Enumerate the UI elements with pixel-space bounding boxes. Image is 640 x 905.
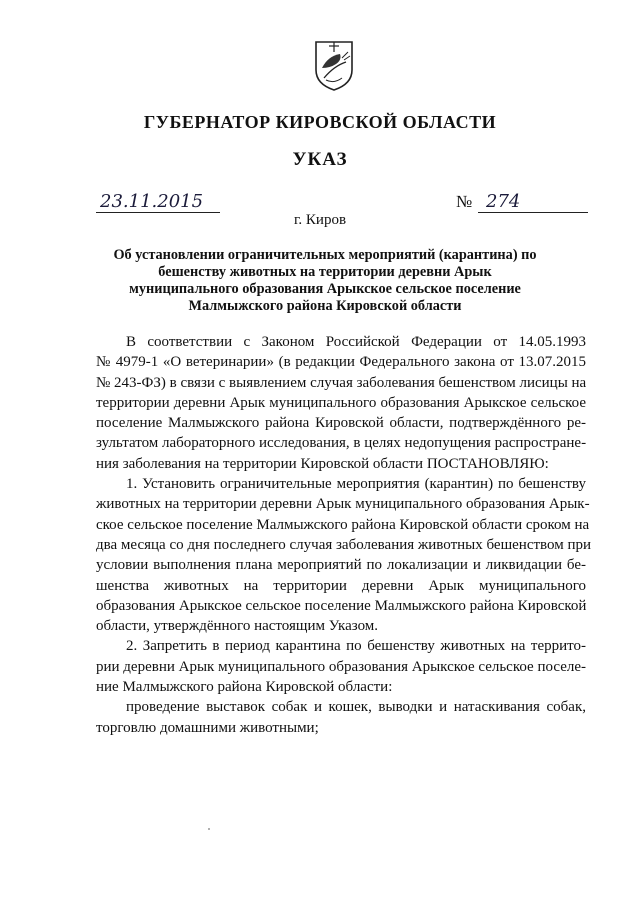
item1-line: условии выполнения плана мероприятий по локализации и ликвидации бе- xyxy=(96,557,586,574)
item1-line: ское сельское поселение Малмыжского района Кировской области сроком на xyxy=(96,516,590,533)
number-field xyxy=(478,190,588,213)
item2-line: ние Малмыжского района Кировской области: xyxy=(96,679,393,696)
item2-sub-line: проведение выставок собак и кошек, выводки и натаскивания собак, xyxy=(126,699,586,716)
preamble-line: № 4979-1 «О ветеринарии» (в редакции Федерального закона от 13.07.2015 xyxy=(96,354,586,371)
decree-title: УКАЗ xyxy=(292,149,348,170)
item1-line: образования Арыкское сельское поселение Малмыжского района Кировской xyxy=(96,597,587,614)
item1-line: шенства животных на территории деревни Арык муниципального xyxy=(96,577,586,594)
governor-title: ГУБЕРНАТОР КИРОВСКОЙ ОБЛАСТИ xyxy=(143,112,497,132)
date-handwritten: 23.11.2015 xyxy=(100,191,204,212)
subject-line: Малмыжского района Кировской области xyxy=(188,298,462,314)
kirov-oblast-coat-of-arms-icon xyxy=(314,40,354,92)
number-label: № xyxy=(456,192,473,211)
item1-line: два месяца со дня последнего случая заболевания животных бешенством при xyxy=(96,536,592,553)
subject-line: бешенству животных на территории деревни Арык xyxy=(158,264,492,280)
item1-line: животных на территории деревни Арык муниципального образования Арык- xyxy=(96,496,590,513)
subject-line: муниципального образования Арыкское сельское поселение xyxy=(129,281,521,297)
item1-line: 1. Установить ограничительные мероприятия (карантин) по бешенству xyxy=(126,476,586,493)
date-field xyxy=(96,190,220,213)
decree-body xyxy=(96,332,592,738)
preamble-line: ния заболевания на территории Кировской области ПОСТАНОВЛЯЮ: xyxy=(96,455,549,472)
city-name: г. Киров xyxy=(293,212,347,228)
subject-line: Об установлении ограничительных мероприятий (карантина) по xyxy=(113,247,537,263)
preamble-line: № 243-ФЗ) в связи с выявлением случая заболевания бешенством лисицы на xyxy=(96,374,587,391)
item2-line: 2. Запретить в период карантина по бешенству животных на террито- xyxy=(126,638,586,655)
number-handwritten: 274 xyxy=(486,191,521,212)
preamble-line: зультатом лабораторного исследования, в целях недопущения распростране- xyxy=(96,435,587,452)
decree-subject xyxy=(100,247,550,315)
scan-speck xyxy=(208,828,210,830)
preamble-line: В соответствии с Законом Российской Федерации от 14.05.1993 xyxy=(126,334,586,350)
preamble-line: поселение Малмыжского района Кировской области, подтверждённого ре- xyxy=(96,415,586,432)
item2-sub-line: торговлю домашними животными; xyxy=(96,719,319,736)
item1-line: области, утверждённого настоящим Указом. xyxy=(96,618,379,635)
preamble-line: территории деревни Арык муниципального образования Арыкское сельское xyxy=(96,394,586,411)
item2-line: рии деревни Арык муниципального образования Арыкское сельское поселе- xyxy=(96,658,586,675)
